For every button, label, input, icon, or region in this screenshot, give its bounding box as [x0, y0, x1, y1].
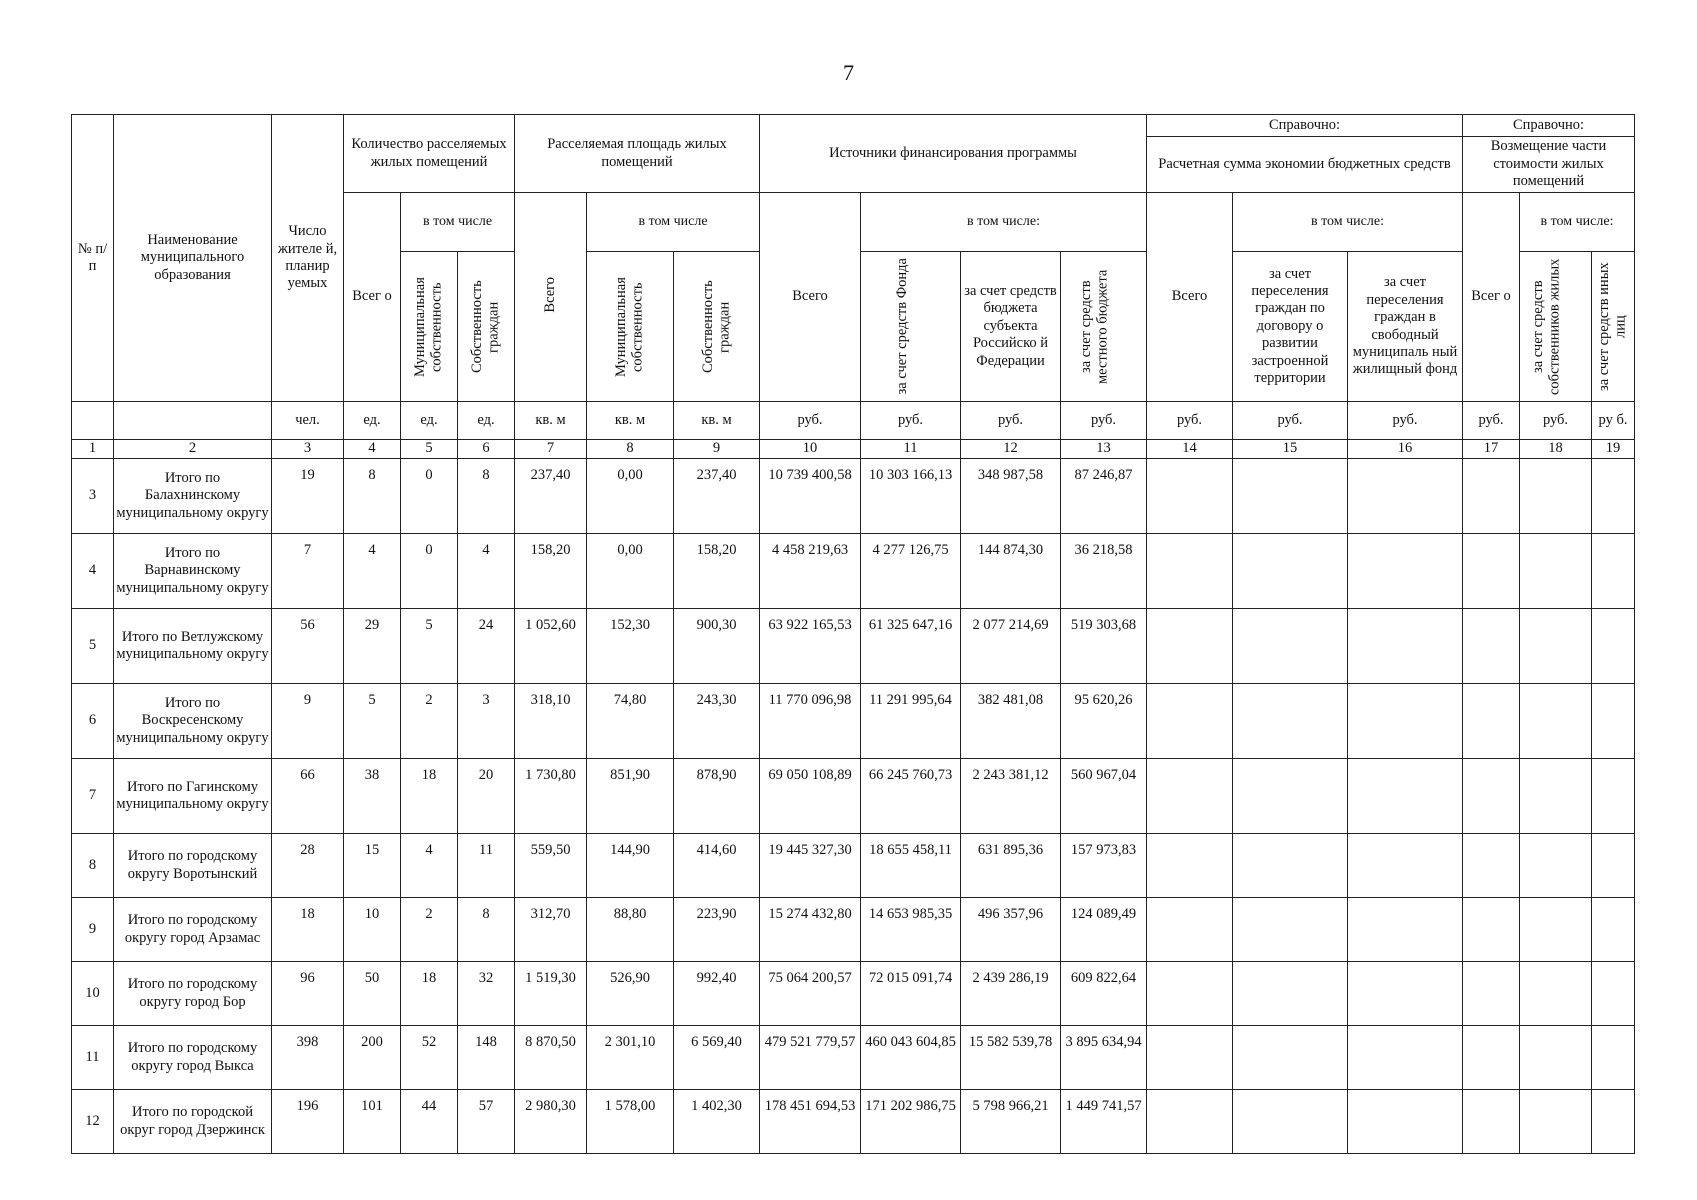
row-number: 5 — [72, 609, 114, 684]
row-value-c11: 11 291 995,64 — [861, 684, 961, 759]
unit-cell: ед. — [344, 402, 401, 440]
row-value-c10: 4 458 219,63 — [760, 534, 861, 609]
row-value-c13: 1 449 741,57 — [1061, 1090, 1147, 1154]
row-empty-cell — [1233, 759, 1348, 834]
row-value-c13: 560 967,04 — [1061, 759, 1147, 834]
row-value-c9: 1 402,30 — [674, 1090, 760, 1154]
row-empty-cell — [1463, 962, 1520, 1026]
row-empty-cell — [1147, 609, 1233, 684]
row-value-c3: 398 — [272, 1026, 344, 1090]
header-rooms-citizens: Собственность граждан — [469, 280, 502, 373]
header-ref2: Справочно: — [1463, 115, 1635, 137]
row-value-c4: 38 — [344, 759, 401, 834]
row-empty-cell — [1592, 898, 1635, 962]
row-value-c10: 15 274 432,80 — [760, 898, 861, 962]
row-value-c8: 0,00 — [587, 459, 674, 534]
row-empty-cell — [1592, 1090, 1635, 1154]
row-municipality-name: Итого по Гагинскому муниципальному округу — [114, 759, 272, 834]
row-value-c10: 479 521 779,57 — [760, 1026, 861, 1090]
row-value-c3: 66 — [272, 759, 344, 834]
row-empty-cell — [1592, 834, 1635, 898]
row-value-c3: 96 — [272, 962, 344, 1026]
row-value-c10: 10 739 400,58 — [760, 459, 861, 534]
table-row — [72, 684, 1635, 759]
row-empty-cell — [1520, 898, 1592, 962]
row-empty-cell — [1463, 1090, 1520, 1154]
row-empty-cell — [1233, 962, 1348, 1026]
row-empty-cell — [1348, 459, 1463, 534]
row-value-c5: 4 — [401, 834, 458, 898]
row-value-c12: 2 439 286,19 — [961, 962, 1061, 1026]
row-value-c5: 18 — [401, 962, 458, 1026]
row-value-c13: 519 303,68 — [1061, 609, 1147, 684]
row-value-c12: 2 077 214,69 — [961, 609, 1061, 684]
row-empty-cell — [1233, 684, 1348, 759]
row-municipality-name: Итого по городскому округу город Бор — [114, 962, 272, 1026]
column-number: 11 — [861, 440, 961, 459]
row-empty-cell — [1463, 459, 1520, 534]
header-area-municipal-cell — [587, 252, 674, 402]
header-reimb-total: Всег о — [1463, 193, 1520, 402]
row-number: 8 — [72, 834, 114, 898]
row-value-c12: 348 987,58 — [961, 459, 1061, 534]
column-number: 8 — [587, 440, 674, 459]
header-rooms-municipal: Муниципальная собственность — [412, 276, 445, 377]
unit-cell: кв. м — [674, 402, 760, 440]
row-empty-cell — [1147, 534, 1233, 609]
row-empty-cell — [1348, 898, 1463, 962]
row-empty-cell — [1348, 834, 1463, 898]
header-fin-total: Всего — [760, 193, 861, 402]
row-empty-cell — [1233, 459, 1348, 534]
row-value-c8: 74,80 — [587, 684, 674, 759]
row-value-c13: 157 973,83 — [1061, 834, 1147, 898]
row-value-c13: 87 246,87 — [1061, 459, 1147, 534]
header-rooms-incl: в том числе — [401, 193, 515, 252]
row-value-c9: 878,90 — [674, 759, 760, 834]
row-empty-cell — [1233, 609, 1348, 684]
row-empty-cell — [1147, 759, 1233, 834]
header-reimb-other: за счет средств иных лиц — [1596, 262, 1629, 391]
column-number: 17 — [1463, 440, 1520, 459]
row-number: 3 — [72, 459, 114, 534]
row-empty-cell — [1592, 609, 1635, 684]
row-value-c4: 29 — [344, 609, 401, 684]
column-number: 15 — [1233, 440, 1348, 459]
row-value-c6: 4 — [458, 534, 515, 609]
column-number: 4 — [344, 440, 401, 459]
row-value-c5: 5 — [401, 609, 458, 684]
row-value-c12: 496 357,96 — [961, 898, 1061, 962]
header-financing-group: Источники финансирования программы — [760, 115, 1147, 193]
row-empty-cell — [1520, 534, 1592, 609]
unit-cell: руб. — [1348, 402, 1463, 440]
row-value-c7: 237,40 — [515, 459, 587, 534]
row-empty-cell — [1520, 834, 1592, 898]
row-empty-cell — [1520, 609, 1592, 684]
row-value-c4: 15 — [344, 834, 401, 898]
header-reimb-owners-cell — [1520, 252, 1592, 402]
row-value-c9: 237,40 — [674, 459, 760, 534]
table-row — [72, 834, 1635, 898]
header-fin-local-cell — [1061, 252, 1147, 402]
table-row — [72, 962, 1635, 1026]
header-econ-title: Расчетная сумма экономии бюджетных средств — [1147, 137, 1463, 193]
row-empty-cell — [1520, 1090, 1592, 1154]
row-value-c13: 95 620,26 — [1061, 684, 1147, 759]
header-econ-incl: в том числе: — [1233, 193, 1463, 252]
header-reimb-title: Возмещение части стоимости жилых помещений — [1463, 137, 1635, 193]
row-value-c4: 10 — [344, 898, 401, 962]
row-empty-cell — [1463, 898, 1520, 962]
header-fin-fund-cell — [861, 252, 961, 402]
row-value-c6: 8 — [458, 898, 515, 962]
row-empty-cell — [1348, 1026, 1463, 1090]
header-econ-dev: за счет переселения граждан по договору о развитии застроенной территории — [1233, 252, 1348, 402]
header-area-incl: в том числе — [587, 193, 760, 252]
row-value-c10: 75 064 200,57 — [760, 962, 861, 1026]
table-row — [72, 898, 1635, 962]
row-value-c10: 178 451 694,53 — [760, 1090, 861, 1154]
row-empty-cell — [1147, 1090, 1233, 1154]
row-value-c8: 0,00 — [587, 534, 674, 609]
row-value-c11: 171 202 986,75 — [861, 1090, 961, 1154]
row-empty-cell — [1233, 898, 1348, 962]
row-value-c10: 69 050 108,89 — [760, 759, 861, 834]
row-value-c12: 144 874,30 — [961, 534, 1061, 609]
row-municipality-name: Итого по городской округ город Дзержинск — [114, 1090, 272, 1154]
row-municipality-name: Итого по Воскресенскому муниципальному округу — [114, 684, 272, 759]
table-row — [72, 1090, 1635, 1154]
column-number-row — [72, 440, 1635, 459]
units-empty-cell — [114, 402, 272, 440]
column-number: 18 — [1520, 440, 1592, 459]
row-value-c6: 11 — [458, 834, 515, 898]
row-empty-cell — [1463, 1026, 1520, 1090]
row-value-c4: 5 — [344, 684, 401, 759]
row-value-c10: 63 922 165,53 — [760, 609, 861, 684]
row-value-c12: 5 798 966,21 — [961, 1090, 1061, 1154]
row-value-c9: 992,40 — [674, 962, 760, 1026]
row-value-c13: 124 089,49 — [1061, 898, 1147, 962]
row-value-c7: 318,10 — [515, 684, 587, 759]
column-number: 5 — [401, 440, 458, 459]
row-value-c7: 158,20 — [515, 534, 587, 609]
column-number: 7 — [515, 440, 587, 459]
row-value-c6: 57 — [458, 1090, 515, 1154]
row-value-c4: 4 — [344, 534, 401, 609]
header-area-citizens: Собственность граждан — [699, 280, 733, 373]
header-area-citizens-cell — [674, 252, 760, 402]
row-value-c7: 2 980,30 — [515, 1090, 587, 1154]
row-value-c6: 32 — [458, 962, 515, 1026]
row-municipality-name: Итого по Балахнинскому муниципальному округу — [114, 459, 272, 534]
row-value-c8: 1 578,00 — [587, 1090, 674, 1154]
row-value-c11: 14 653 985,35 — [861, 898, 961, 962]
row-municipality-name: Итого по Варнавинскому муниципальному округу — [114, 534, 272, 609]
row-value-c4: 8 — [344, 459, 401, 534]
header-econ-total: Всего — [1147, 193, 1233, 402]
row-empty-cell — [1233, 834, 1348, 898]
row-value-c11: 72 015 091,74 — [861, 962, 961, 1026]
column-number: 16 — [1348, 440, 1463, 459]
unit-cell: ед. — [458, 402, 515, 440]
column-number: 3 — [272, 440, 344, 459]
row-municipality-name: Итого по городскому округу город Арзамас — [114, 898, 272, 962]
row-value-c11: 460 043 604,85 — [861, 1026, 961, 1090]
row-empty-cell — [1233, 534, 1348, 609]
table-row — [72, 1026, 1635, 1090]
row-value-c7: 1 052,60 — [515, 609, 587, 684]
header-reimb-other-cell — [1592, 252, 1635, 402]
row-empty-cell — [1147, 684, 1233, 759]
row-value-c3: 196 — [272, 1090, 344, 1154]
row-value-c9: 6 569,40 — [674, 1026, 760, 1090]
row-value-c3: 19 — [272, 459, 344, 534]
row-empty-cell — [1463, 759, 1520, 834]
units-empty-cell — [72, 402, 114, 440]
row-empty-cell — [1348, 962, 1463, 1026]
row-empty-cell — [1147, 459, 1233, 534]
row-value-c12: 15 582 539,78 — [961, 1026, 1061, 1090]
row-number: 4 — [72, 534, 114, 609]
row-value-c3: 28 — [272, 834, 344, 898]
unit-cell: руб. — [1463, 402, 1520, 440]
unit-cell: ед. — [401, 402, 458, 440]
unit-cell: руб. — [1520, 402, 1592, 440]
row-value-c5: 44 — [401, 1090, 458, 1154]
unit-cell: руб. — [1147, 402, 1233, 440]
row-empty-cell — [1592, 759, 1635, 834]
table-row — [72, 534, 1635, 609]
row-value-c4: 101 — [344, 1090, 401, 1154]
unit-cell: руб. — [1061, 402, 1147, 440]
unit-cell: руб. — [1233, 402, 1348, 440]
row-empty-cell — [1520, 962, 1592, 1026]
row-value-c6: 24 — [458, 609, 515, 684]
row-value-c11: 66 245 760,73 — [861, 759, 961, 834]
row-municipality-name: Итого по городскому округу Воротынский — [114, 834, 272, 898]
row-value-c7: 1 730,80 — [515, 759, 587, 834]
row-value-c7: 8 870,50 — [515, 1026, 587, 1090]
column-number: 12 — [961, 440, 1061, 459]
row-value-c5: 2 — [401, 898, 458, 962]
row-value-c8: 88,80 — [587, 898, 674, 962]
row-empty-cell — [1463, 834, 1520, 898]
header-area-total-cell — [515, 193, 587, 402]
row-empty-cell — [1147, 1026, 1233, 1090]
row-value-c13: 3 895 634,94 — [1061, 1026, 1147, 1090]
header-area-total: Всего — [542, 276, 559, 313]
row-municipality-name: Итого по Ветлужскому муниципальному округу — [114, 609, 272, 684]
row-value-c11: 61 325 647,16 — [861, 609, 961, 684]
row-value-c3: 56 — [272, 609, 344, 684]
row-empty-cell — [1233, 1090, 1348, 1154]
row-value-c12: 631 895,36 — [961, 834, 1061, 898]
row-number: 9 — [72, 898, 114, 962]
header-area-municipal: Муниципальная собственность — [613, 276, 646, 377]
unit-cell: кв. м — [587, 402, 674, 440]
row-empty-cell — [1348, 609, 1463, 684]
table-row — [72, 759, 1635, 834]
header-rooms-municipal-cell — [401, 252, 458, 402]
row-value-c11: 10 303 166,13 — [861, 459, 961, 534]
header-residents: Число жителе й, планир уемых — [272, 115, 344, 402]
header-econ-free: за счет переселения граждан в свободный муниципаль ный жилищный фонд — [1348, 252, 1463, 402]
row-value-c7: 312,70 — [515, 898, 587, 962]
row-value-c10: 11 770 096,98 — [760, 684, 861, 759]
row-value-c5: 18 — [401, 759, 458, 834]
header-ref1: Справочно: — [1147, 115, 1463, 137]
column-number: 10 — [760, 440, 861, 459]
row-empty-cell — [1520, 1026, 1592, 1090]
row-empty-cell — [1592, 459, 1635, 534]
row-value-c6: 3 — [458, 684, 515, 759]
row-number: 12 — [72, 1090, 114, 1154]
row-value-c3: 7 — [272, 534, 344, 609]
header-reimb-incl: в том числе: — [1520, 193, 1635, 252]
unit-cell: чел. — [272, 402, 344, 440]
row-value-c13: 609 822,64 — [1061, 962, 1147, 1026]
row-municipality-name: Итого по городскому округу город Выкса — [114, 1026, 272, 1090]
header-area-group: Расселяемая площадь жилых помещений — [515, 115, 760, 193]
row-value-c8: 526,90 — [587, 962, 674, 1026]
row-empty-cell — [1520, 459, 1592, 534]
row-empty-cell — [1592, 534, 1635, 609]
row-value-c9: 223,90 — [674, 898, 760, 962]
row-empty-cell — [1520, 684, 1592, 759]
header-fin-incl: в том числе: — [861, 193, 1147, 252]
row-empty-cell — [1233, 1026, 1348, 1090]
row-empty-cell — [1520, 759, 1592, 834]
table-row — [72, 459, 1635, 534]
row-empty-cell — [1147, 962, 1233, 1026]
column-number: 13 — [1061, 440, 1147, 459]
row-value-c5: 2 — [401, 684, 458, 759]
row-empty-cell — [1348, 534, 1463, 609]
table-row — [72, 609, 1635, 684]
row-value-c12: 2 243 381,12 — [961, 759, 1061, 834]
column-number: 9 — [674, 440, 760, 459]
row-empty-cell — [1348, 684, 1463, 759]
row-value-c8: 851,90 — [587, 759, 674, 834]
row-empty-cell — [1147, 898, 1233, 962]
unit-cell: руб. — [961, 402, 1061, 440]
column-number: 6 — [458, 440, 515, 459]
column-number: 19 — [1592, 440, 1635, 459]
header-rooms-group: Количество расселяемых жилых помещений — [344, 115, 515, 193]
column-number: 1 — [72, 440, 114, 459]
row-value-c4: 50 — [344, 962, 401, 1026]
row-empty-cell — [1592, 962, 1635, 1026]
header-no: № п/ п — [72, 115, 114, 402]
column-number: 14 — [1147, 440, 1233, 459]
page-number: 7 — [843, 60, 854, 85]
row-empty-cell — [1348, 759, 1463, 834]
row-value-c8: 152,30 — [587, 609, 674, 684]
row-value-c3: 9 — [272, 684, 344, 759]
unit-cell: руб. — [760, 402, 861, 440]
row-empty-cell — [1147, 834, 1233, 898]
row-empty-cell — [1463, 609, 1520, 684]
row-value-c5: 52 — [401, 1026, 458, 1090]
unit-cell: кв. м — [515, 402, 587, 440]
row-empty-cell — [1592, 1026, 1635, 1090]
row-number: 7 — [72, 759, 114, 834]
row-value-c11: 18 655 458,11 — [861, 834, 961, 898]
row-value-c6: 20 — [458, 759, 515, 834]
row-value-c12: 382 481,08 — [961, 684, 1061, 759]
header-name: Наименование муниципального образования — [114, 115, 272, 402]
row-value-c9: 158,20 — [674, 534, 760, 609]
row-value-c9: 900,30 — [674, 609, 760, 684]
row-value-c10: 19 445 327,30 — [760, 834, 861, 898]
header-fin-fund: за счет средств Фонда — [893, 258, 910, 395]
row-value-c8: 2 301,10 — [587, 1026, 674, 1090]
row-empty-cell — [1463, 534, 1520, 609]
row-value-c9: 414,60 — [674, 834, 760, 898]
header-fin-local: за счет средств местного бюджета — [1077, 269, 1111, 384]
column-number: 2 — [114, 440, 272, 459]
row-empty-cell — [1348, 1090, 1463, 1154]
row-value-c5: 0 — [401, 534, 458, 609]
row-number: 10 — [72, 962, 114, 1026]
header-rooms-citizens-cell — [458, 252, 515, 402]
row-value-c6: 148 — [458, 1026, 515, 1090]
row-value-c7: 559,50 — [515, 834, 587, 898]
row-value-c11: 4 277 126,75 — [861, 534, 961, 609]
row-value-c7: 1 519,30 — [515, 962, 587, 1026]
row-value-c6: 8 — [458, 459, 515, 534]
row-empty-cell — [1592, 684, 1635, 759]
row-value-c9: 243,30 — [674, 684, 760, 759]
row-empty-cell — [1463, 684, 1520, 759]
header-reimb-owners: за счет средств собственников жилых — [1529, 258, 1563, 395]
unit-cell: руб. — [861, 402, 961, 440]
unit-cell: ру б. — [1592, 402, 1635, 440]
header-rooms-total: Всег о — [344, 193, 401, 402]
resettlement-table — [71, 114, 1635, 1154]
row-number: 11 — [72, 1026, 114, 1090]
row-value-c3: 18 — [272, 898, 344, 962]
header-fin-subject: за счет средств бюджета субъекта Российско й Федерации — [961, 252, 1061, 402]
row-value-c8: 144,90 — [587, 834, 674, 898]
row-value-c13: 36 218,58 — [1061, 534, 1147, 609]
row-value-c5: 0 — [401, 459, 458, 534]
row-number: 6 — [72, 684, 114, 759]
row-value-c4: 200 — [344, 1026, 401, 1090]
units-row — [72, 402, 1635, 440]
